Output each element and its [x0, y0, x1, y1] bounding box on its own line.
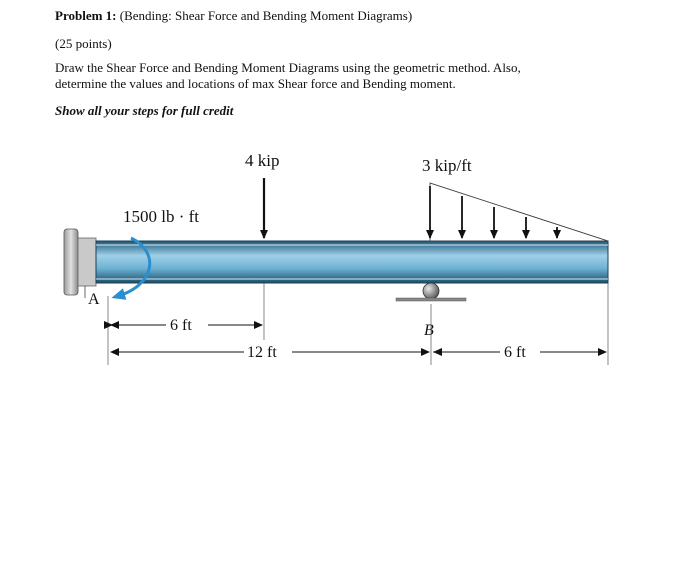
beam-figure: [0, 140, 678, 375]
roller-support-b: [396, 283, 466, 301]
show-steps-note: Show all your steps for full credit: [55, 103, 234, 118]
problem-instructions: [55, 60, 655, 92]
point-load-label: 4 kip: [245, 151, 280, 170]
instructions-line-2: determine the values and locations of max Shear force and Bending moment.: [55, 76, 456, 91]
distributed-load-label: 3 kip/ft: [422, 156, 472, 175]
problem-points: (25 points): [55, 36, 112, 51]
support-b-label: B: [424, 322, 434, 339]
problem-number: Problem 1:: [55, 8, 117, 23]
problem-topic: (Bending: Shear Force and Bending Moment Diagrams): [116, 8, 413, 23]
dimension-12ft-label: 12 ft: [247, 344, 277, 361]
beam: [96, 241, 608, 283]
support-a-label: A: [88, 291, 100, 308]
dimension-6ft-left-label: 6 ft: [170, 317, 192, 334]
dimension-6ft-right-label: 6 ft: [504, 344, 526, 361]
distributed-load: [430, 183, 608, 241]
couple-moment-label: 1500 lb · ft: [123, 207, 200, 226]
problem-title: [55, 8, 412, 24]
instructions-line-1: Draw the Shear Force and Bending Moment Diagrams using the geometric method. Also,: [55, 60, 521, 75]
